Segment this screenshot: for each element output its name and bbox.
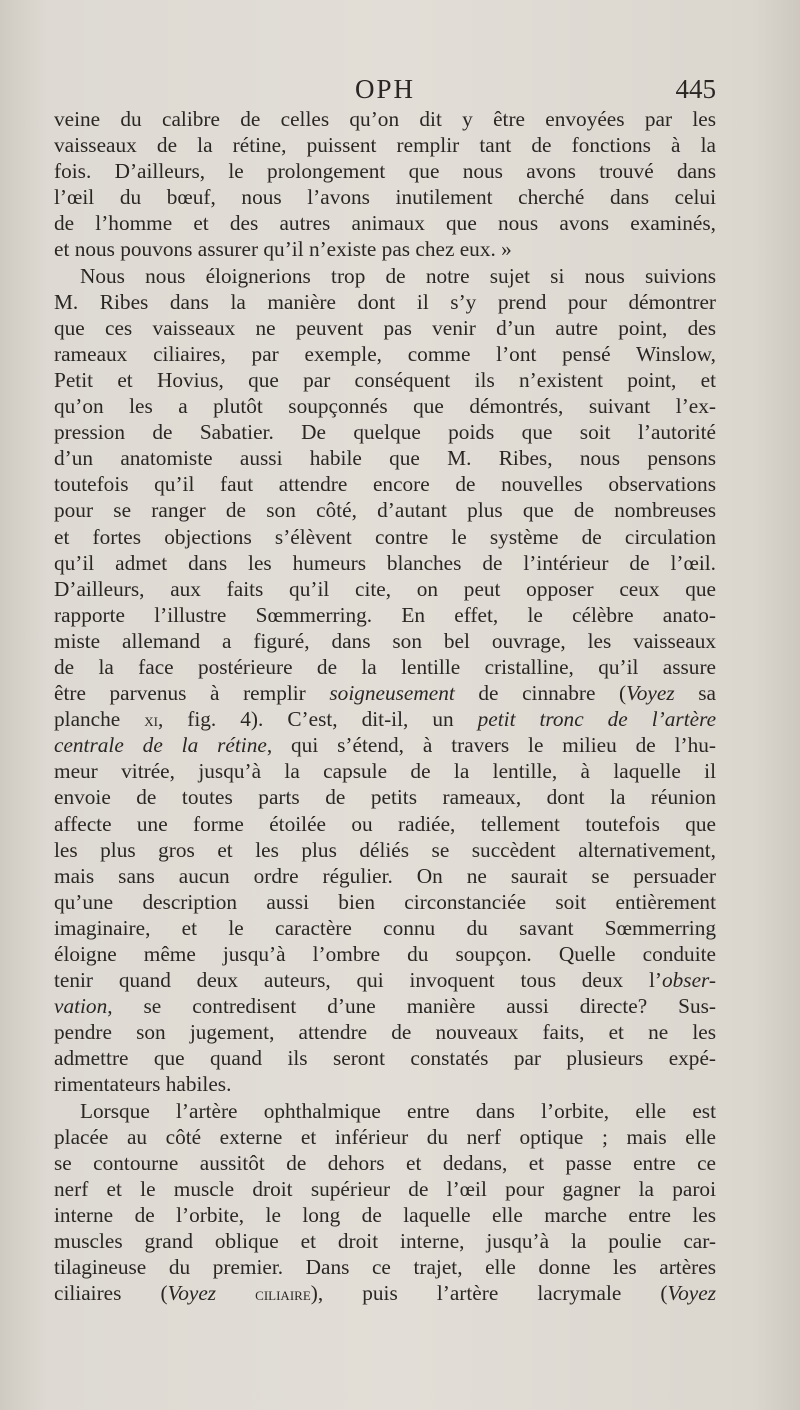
text-line [54, 993, 716, 1019]
text-line [54, 680, 716, 706]
text-line: tilagineuse du premier. Dans ce trajet, elle donne les artères [54, 1255, 716, 1280]
text-line: pendre son jugement, attendre de nouveaux faits, et ne les [54, 1020, 716, 1045]
small-caps-text: ciliaire [255, 1284, 311, 1306]
text-line: miste allemand a figuré, dans son bel ouvrage, les vaisseaux [54, 628, 716, 653]
italic-text: Voyez [667, 1281, 716, 1306]
small-caps-text: xi [144, 710, 158, 732]
running-head: OPH [354, 74, 415, 104]
text-run: être parvenus à remplir [54, 681, 330, 706]
text-run: , qui s’étend, à travers le milieu de l’hu- [266, 733, 716, 758]
text-line: et nous pouvons assurer qu’il n’existe pas chez eux. » [54, 237, 512, 262]
text-line [54, 1280, 716, 1306]
text-line: se contourne aussitôt de dehors et dedans, et passe entre ce [54, 1150, 716, 1175]
text-line: rameaux ciliaires, par exemple, comme l’ont pensé Winslow, [54, 341, 716, 366]
text-run: tenir quand deux auteurs, qui invoquent tous deux l’ [54, 968, 662, 993]
text-line: mais sans aucun ordre régulier. On ne saurait se persuader [54, 863, 716, 888]
text-line: qu’on les a plutôt soupçonnés que démontrés, suivant l’ex- [54, 394, 716, 419]
text-line [54, 967, 716, 993]
text-line: placée au côté externe et inférieur du nerf optique ; mais elle [54, 1124, 716, 1149]
text-line: toutefois qu’il faut attendre encore de nouvelles observations [54, 472, 716, 497]
text-run: sa [674, 681, 716, 706]
text-run: , fig. 4). C’est, dit-il, un [157, 707, 478, 732]
italic-text: petit tronc de l’artère [477, 707, 716, 732]
text-run [216, 1281, 255, 1305]
text-line: de l’homme et des autres animaux que nous avons examinés, [54, 211, 716, 236]
italic-text: Voyez [626, 681, 675, 706]
text-line: l’œil du bœuf, nous l’avons inutilement cherché dans celui [54, 185, 716, 210]
text-line: les plus gros et les plus déliés se succèdent alternativement, [54, 837, 716, 862]
text-line: Lorsque l’artère ophthalmique entre dans l’orbite, elle est [80, 1098, 716, 1123]
italic-text: centrale de la rétine [54, 733, 267, 758]
text-line: D’ailleurs, aux faits qu’il cite, on peut opposer ceux que [54, 576, 716, 601]
text-line: d’un anatomiste aussi habile que M. Ribes, nous pensons [54, 446, 716, 471]
text-line: interne de l’orbite, le long de laquelle elle marche entre les [54, 1202, 716, 1227]
text-line: rimentateurs habiles. [54, 1072, 232, 1097]
text-line: pression de Sabatier. De quelque poids que soit l’autorité [54, 420, 716, 445]
text-line: M. Ribes dans la manière dont il s’y prend pour démontrer [54, 289, 716, 314]
text-line [54, 706, 716, 732]
text-line: admettre que quand ils seront constatés par plusieurs expé- [54, 1046, 716, 1071]
text-line [54, 732, 716, 758]
italic-text: vation [54, 994, 108, 1019]
page-header [54, 74, 716, 108]
text-line: meur vitrée, jusqu’à la capsule de la lentille, à laquelle il [54, 759, 716, 784]
text-line: affecte une forme étoilée ou radiée, tellement toutefois que [54, 811, 716, 836]
text-line: que ces vaisseaux ne peuvent pas venir d’un autre point, des [54, 315, 716, 340]
text-line: muscles grand oblique et droit interne, jusqu’à la poulie car- [54, 1229, 716, 1254]
text-run: de cinnabre ( [454, 681, 627, 706]
text-run: ), puis l’artère lacrymale ( [310, 1281, 668, 1306]
text-run: ciliaires ( [54, 1281, 168, 1306]
italic-text: Voyez [167, 1281, 217, 1306]
text-line: pour se ranger de son côté, d’autant plus que de nombreuses [54, 498, 716, 523]
text-line: veine du calibre de celles qu’on dit y être envoyées par les [54, 107, 716, 131]
text-run: planche [54, 707, 145, 732]
text-line: rapporte l’illustre Sœmmerring. En effet, le célèbre anato- [54, 602, 716, 627]
text-line: vaisseaux de la rétine, puissent remplir tant de fonctions à la [54, 133, 716, 158]
text-line: qu’il admet dans les humeurs blanches de l’intérieur de l’œil. [54, 550, 716, 575]
text-line: et fortes objections s’élèvent contre le système de circulation [54, 524, 716, 549]
text-line: de la face postérieure de la lentille cristalline, qu’il assure [54, 654, 716, 679]
text-line: fois. D’ailleurs, le prolongement que nous avons trouvé dans [54, 159, 716, 184]
text-line: envoie de toutes parts de petits rameaux, dont la réunion [54, 785, 716, 810]
text-line: nerf et le muscle droit supérieur de l’œil pour gagner la paroi [54, 1176, 716, 1201]
text-line: imaginaire, et le caractère connu du savant Sœmmerring [54, 915, 716, 940]
text-run: , se contredisent d’une manière aussi directe? Sus- [107, 994, 716, 1019]
italic-text: soigneusement [329, 681, 455, 706]
italic-text: obser- [662, 968, 716, 993]
body-text [54, 106, 716, 1306]
text-line: Nous nous éloignerions trop de notre sujet si nous suivions [80, 263, 716, 288]
text-line: éloigne même jusqu’à l’ombre du soupçon. Quelle conduite [54, 942, 716, 966]
text-line: Petit et Hovius, que par conséquent ils n’existent point, et [54, 367, 716, 392]
page-number: 445 [675, 74, 716, 104]
text-line: qu’une description aussi bien circonstanciée soit entièrement [54, 889, 716, 914]
